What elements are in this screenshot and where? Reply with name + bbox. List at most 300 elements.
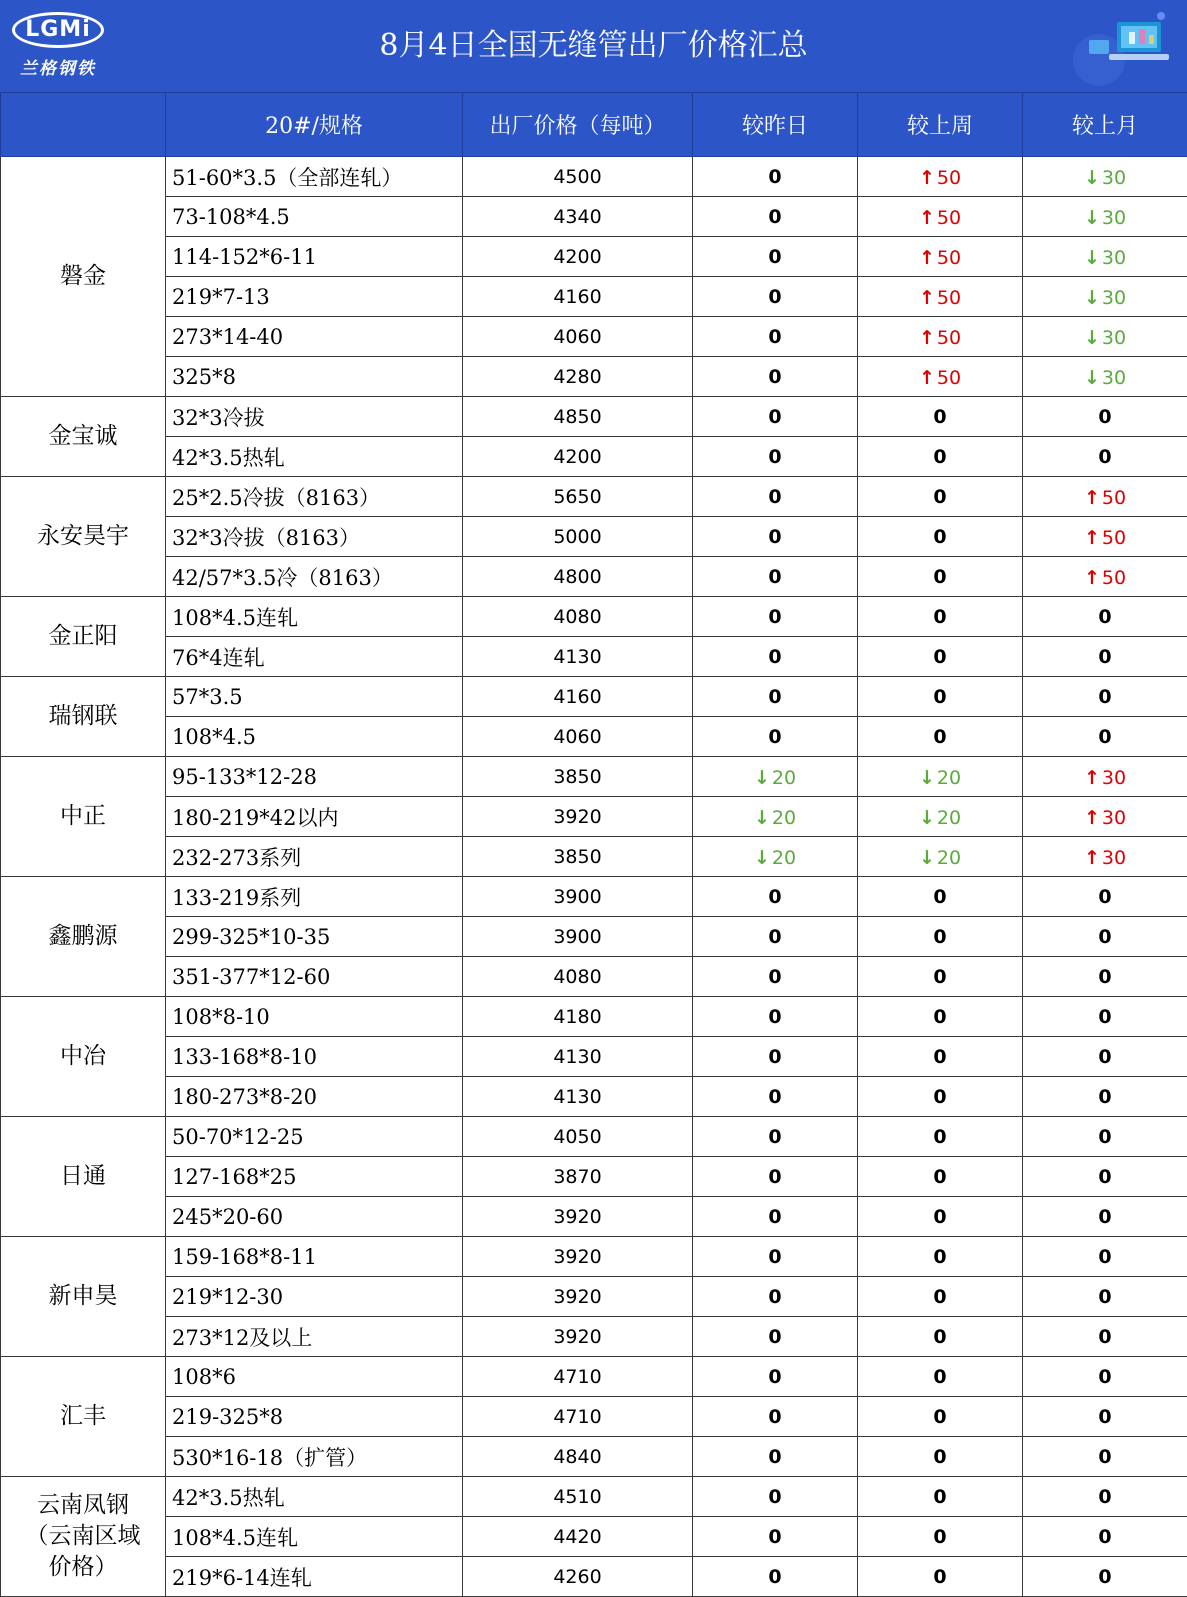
vs-yesterday-cell: 0	[693, 477, 858, 517]
vs-yesterday-cell: 0	[693, 197, 858, 237]
header-vs-last-week: 较上周	[858, 93, 1023, 157]
change-value: 30	[1102, 767, 1126, 789]
header-banner	[0, 0, 1187, 92]
vs-last-week-cell	[858, 277, 1023, 317]
header-price: 出厂价格（每吨）	[463, 93, 693, 157]
vs-yesterday-cell: 0	[693, 957, 858, 997]
vs-last-month-cell: 0	[1023, 877, 1187, 917]
vs-last-week-cell	[858, 757, 1023, 797]
change-value: 50	[937, 247, 961, 269]
spec-cell: 299-325*10-35	[166, 917, 463, 957]
change-value: 20	[937, 807, 961, 829]
table-row	[1, 317, 1187, 357]
vs-last-week-cell: 0	[858, 1317, 1023, 1357]
change-indicator	[1084, 327, 1126, 349]
price-cell: 4130	[463, 1077, 693, 1117]
vs-last-month-cell: 0	[1023, 1437, 1187, 1477]
change-value: 20	[937, 767, 961, 789]
arrow-up-icon: ↑	[919, 327, 935, 349]
price-cell: 4080	[463, 957, 693, 997]
vs-yesterday-cell: 0	[693, 277, 858, 317]
arrow-down-icon: ↓	[1084, 367, 1100, 389]
vs-last-month-cell: 0	[1023, 1237, 1187, 1277]
brand-cell: 中冶	[1, 997, 166, 1117]
vs-last-month-cell: 0	[1023, 1357, 1187, 1397]
table-row	[1, 1237, 1187, 1277]
vs-last-month-cell: 0	[1023, 1517, 1187, 1557]
vs-last-week-cell: 0	[858, 957, 1023, 997]
table-row	[1, 1557, 1187, 1597]
table-row	[1, 517, 1187, 557]
spec-cell: 57*3.5	[166, 677, 463, 717]
change-value: 20	[772, 807, 796, 829]
vs-yesterday-cell: 0	[693, 1517, 858, 1557]
change-value: 50	[1102, 487, 1126, 509]
vs-last-month-cell: 0	[1023, 1077, 1187, 1117]
table-body	[1, 157, 1187, 1597]
spec-cell: 273*12及以上	[166, 1317, 463, 1357]
spec-cell: 32*3冷拔（8163）	[166, 517, 463, 557]
vs-yesterday-cell: 0	[693, 877, 858, 917]
vs-last-week-cell	[858, 317, 1023, 357]
table-row	[1, 837, 1187, 877]
price-table	[0, 92, 1187, 1597]
change-value: 50	[937, 287, 961, 309]
price-cell: 4200	[463, 237, 693, 277]
vs-last-week-cell: 0	[858, 997, 1023, 1037]
change-value: 20	[772, 847, 796, 869]
vs-last-month-cell	[1023, 757, 1187, 797]
spec-cell: 325*8	[166, 357, 463, 397]
arrow-up-icon: ↑	[919, 287, 935, 309]
price-cell: 4060	[463, 717, 693, 757]
arrow-down-icon: ↓	[754, 807, 770, 829]
vs-yesterday-cell: 0	[693, 237, 858, 277]
arrow-down-icon: ↓	[754, 767, 770, 789]
change-value: 50	[937, 167, 961, 189]
brand-cell: 日通	[1, 1117, 166, 1237]
change-value: 30	[1102, 367, 1126, 389]
table-header-row	[1, 93, 1187, 157]
vs-yesterday-cell: 0	[693, 1157, 858, 1197]
brand-cell: 鑫鹏源	[1, 877, 166, 997]
vs-last-month-cell: 0	[1023, 1157, 1187, 1197]
vs-yesterday-cell	[693, 797, 858, 837]
header-spec: 20#/规格	[166, 93, 463, 157]
vs-last-week-cell: 0	[858, 517, 1023, 557]
price-cell: 4180	[463, 997, 693, 1037]
change-value: 30	[1102, 167, 1126, 189]
change-indicator	[754, 847, 796, 869]
spec-cell: 73-108*4.5	[166, 197, 463, 237]
computer-illustration-icon	[1069, 4, 1179, 88]
table-row	[1, 477, 1187, 517]
vs-last-week-cell: 0	[858, 877, 1023, 917]
price-cell: 4800	[463, 557, 693, 597]
price-cell: 3920	[463, 1197, 693, 1237]
change-indicator	[919, 327, 961, 349]
price-cell: 3850	[463, 757, 693, 797]
spec-cell: 273*14-40	[166, 317, 463, 357]
vs-last-week-cell: 0	[858, 1557, 1023, 1597]
price-cell: 3920	[463, 1237, 693, 1277]
spec-cell: 219-325*8	[166, 1397, 463, 1437]
table-row	[1, 437, 1187, 477]
vs-last-month-cell	[1023, 517, 1187, 557]
table-row	[1, 1077, 1187, 1117]
spec-cell: 127-168*25	[166, 1157, 463, 1197]
change-indicator	[1084, 167, 1126, 189]
brand-cell: 云南凤钢 （云南区域 价格）	[1, 1477, 166, 1597]
spec-cell: 108*6	[166, 1357, 463, 1397]
spec-cell: 95-133*12-28	[166, 757, 463, 797]
table-row	[1, 237, 1187, 277]
vs-last-month-cell: 0	[1023, 1397, 1187, 1437]
spec-cell: 219*12-30	[166, 1277, 463, 1317]
change-indicator	[919, 167, 961, 189]
vs-yesterday-cell	[693, 757, 858, 797]
table-row	[1, 637, 1187, 677]
arrow-up-icon: ↑	[1084, 527, 1100, 549]
vs-last-month-cell: 0	[1023, 397, 1187, 437]
spec-cell: 133-219系列	[166, 877, 463, 917]
change-indicator	[1084, 527, 1126, 549]
table-row	[1, 357, 1187, 397]
table-row	[1, 397, 1187, 437]
table-row	[1, 1197, 1187, 1237]
vs-yesterday-cell: 0	[693, 397, 858, 437]
arrow-down-icon: ↓	[919, 847, 935, 869]
vs-last-week-cell: 0	[858, 637, 1023, 677]
vs-yesterday-cell: 0	[693, 437, 858, 477]
arrow-up-icon: ↑	[919, 167, 935, 189]
vs-yesterday-cell	[693, 837, 858, 877]
vs-yesterday-cell: 0	[693, 637, 858, 677]
price-cell: 3920	[463, 797, 693, 837]
vs-yesterday-cell: 0	[693, 997, 858, 1037]
table-row	[1, 1517, 1187, 1557]
change-value: 30	[1102, 847, 1126, 869]
arrow-down-icon: ↓	[1084, 287, 1100, 309]
vs-last-month-cell	[1023, 477, 1187, 517]
arrow-up-icon: ↑	[1084, 567, 1100, 589]
price-cell: 5000	[463, 517, 693, 557]
brand-cell: 中正	[1, 757, 166, 877]
price-cell: 4510	[463, 1477, 693, 1517]
vs-last-week-cell	[858, 837, 1023, 877]
vs-last-month-cell: 0	[1023, 597, 1187, 637]
spec-cell: 180-273*8-20	[166, 1077, 463, 1117]
price-cell: 4710	[463, 1397, 693, 1437]
change-value: 30	[1102, 327, 1126, 349]
vs-last-week-cell: 0	[858, 397, 1023, 437]
vs-last-month-cell: 0	[1023, 637, 1187, 677]
vs-last-month-cell	[1023, 237, 1187, 277]
vs-last-month-cell: 0	[1023, 997, 1187, 1037]
table-row	[1, 717, 1187, 757]
brand-cell: 新申昊	[1, 1237, 166, 1357]
vs-yesterday-cell: 0	[693, 317, 858, 357]
change-value: 30	[1102, 807, 1126, 829]
vs-yesterday-cell: 0	[693, 1357, 858, 1397]
vs-yesterday-cell: 0	[693, 1237, 858, 1277]
vs-last-month-cell: 0	[1023, 1117, 1187, 1157]
vs-last-week-cell: 0	[858, 1277, 1023, 1317]
table-row	[1, 957, 1187, 997]
change-value: 50	[937, 207, 961, 229]
change-value: 20	[937, 847, 961, 869]
change-indicator	[754, 807, 796, 829]
vs-yesterday-cell: 0	[693, 357, 858, 397]
vs-yesterday-cell: 0	[693, 1277, 858, 1317]
arrow-down-icon: ↓	[1084, 327, 1100, 349]
price-cell: 4200	[463, 437, 693, 477]
price-cell: 4420	[463, 1517, 693, 1557]
price-cell: 3920	[463, 1317, 693, 1357]
change-indicator	[1084, 567, 1126, 589]
vs-last-month-cell	[1023, 357, 1187, 397]
spec-cell: 50-70*12-25	[166, 1117, 463, 1157]
spec-cell: 159-168*8-11	[166, 1237, 463, 1277]
brand-cell: 磐金	[1, 157, 166, 397]
table-row	[1, 877, 1187, 917]
table-row	[1, 157, 1187, 197]
price-cell: 3870	[463, 1157, 693, 1197]
price-cell: 4130	[463, 1037, 693, 1077]
vs-last-week-cell: 0	[858, 557, 1023, 597]
price-cell: 4050	[463, 1117, 693, 1157]
brand-cell: 永安昊宇	[1, 477, 166, 597]
brand-cell: 金宝诚	[1, 397, 166, 477]
price-cell: 4260	[463, 1557, 693, 1597]
change-indicator	[1084, 367, 1126, 389]
brand-cell: 金正阳	[1, 597, 166, 677]
arrow-up-icon: ↑	[1084, 847, 1100, 869]
change-value: 20	[772, 767, 796, 789]
header-brand	[1, 93, 166, 157]
vs-yesterday-cell: 0	[693, 157, 858, 197]
header-vs-last-month: 较上月	[1023, 93, 1187, 157]
vs-yesterday-cell: 0	[693, 677, 858, 717]
table-row	[1, 917, 1187, 957]
change-value: 50	[1102, 527, 1126, 549]
price-cell: 4840	[463, 1437, 693, 1477]
vs-last-month-cell: 0	[1023, 917, 1187, 957]
spec-cell: 108*8-10	[166, 997, 463, 1037]
vs-last-week-cell: 0	[858, 1437, 1023, 1477]
vs-last-week-cell: 0	[858, 1357, 1023, 1397]
vs-last-week-cell: 0	[858, 917, 1023, 957]
vs-last-week-cell: 0	[858, 1157, 1023, 1197]
spec-cell: 219*6-14连轧	[166, 1557, 463, 1597]
vs-last-month-cell: 0	[1023, 677, 1187, 717]
vs-last-week-cell: 0	[858, 1197, 1023, 1237]
vs-yesterday-cell: 0	[693, 1477, 858, 1517]
vs-last-week-cell: 0	[858, 1037, 1023, 1077]
vs-last-week-cell: 0	[858, 597, 1023, 637]
vs-last-week-cell: 0	[858, 1517, 1023, 1557]
header-vs-yesterday: 较昨日	[693, 93, 858, 157]
spec-cell: 76*4连轧	[166, 637, 463, 677]
spec-cell: 108*4.5连轧	[166, 1517, 463, 1557]
price-cell: 3900	[463, 917, 693, 957]
arrow-up-icon: ↑	[1084, 767, 1100, 789]
arrow-up-icon: ↑	[919, 207, 935, 229]
vs-last-month-cell	[1023, 197, 1187, 237]
price-cell: 4080	[463, 597, 693, 637]
arrow-up-icon: ↑	[919, 247, 935, 269]
vs-yesterday-cell: 0	[693, 1557, 858, 1597]
vs-last-week-cell: 0	[858, 717, 1023, 757]
price-cell: 4160	[463, 277, 693, 317]
price-cell: 4710	[463, 1357, 693, 1397]
price-cell: 3900	[463, 877, 693, 917]
vs-yesterday-cell: 0	[693, 1197, 858, 1237]
table-row	[1, 1437, 1187, 1477]
vs-last-week-cell: 0	[858, 1237, 1023, 1277]
table-row	[1, 677, 1187, 717]
vs-last-month-cell: 0	[1023, 1477, 1187, 1517]
vs-last-week-cell: 0	[858, 1397, 1023, 1437]
table-row	[1, 1357, 1187, 1397]
vs-last-month-cell: 0	[1023, 437, 1187, 477]
price-cell: 5650	[463, 477, 693, 517]
change-value: 50	[937, 327, 961, 349]
table-row	[1, 1157, 1187, 1197]
vs-yesterday-cell: 0	[693, 1397, 858, 1437]
change-indicator	[919, 247, 961, 269]
table-row	[1, 997, 1187, 1037]
change-value: 50	[937, 367, 961, 389]
vs-last-week-cell: 0	[858, 1477, 1023, 1517]
change-indicator	[1084, 207, 1126, 229]
vs-yesterday-cell: 0	[693, 1437, 858, 1477]
vs-last-month-cell: 0	[1023, 717, 1187, 757]
vs-last-month-cell	[1023, 557, 1187, 597]
table-row	[1, 277, 1187, 317]
spec-cell: 530*16-18（扩管）	[166, 1437, 463, 1477]
spec-cell: 351-377*12-60	[166, 957, 463, 997]
vs-yesterday-cell: 0	[693, 917, 858, 957]
vs-last-month-cell: 0	[1023, 1197, 1187, 1237]
arrow-down-icon: ↓	[1084, 247, 1100, 269]
table-row	[1, 1317, 1187, 1357]
arrow-down-icon: ↓	[1084, 207, 1100, 229]
table-row	[1, 797, 1187, 837]
vs-last-week-cell: 0	[858, 677, 1023, 717]
vs-last-week-cell	[858, 237, 1023, 277]
table-row	[1, 1117, 1187, 1157]
vs-yesterday-cell: 0	[693, 1317, 858, 1357]
vs-last-month-cell	[1023, 837, 1187, 877]
vs-last-month-cell: 0	[1023, 957, 1187, 997]
arrow-up-icon: ↑	[1084, 807, 1100, 829]
vs-yesterday-cell: 0	[693, 557, 858, 597]
spec-cell: 180-219*42以内	[166, 797, 463, 837]
arrow-up-icon: ↑	[1084, 487, 1100, 509]
table-row	[1, 557, 1187, 597]
vs-last-month-cell: 0	[1023, 1037, 1187, 1077]
price-cell: 4130	[463, 637, 693, 677]
price-cell: 4500	[463, 157, 693, 197]
table-row	[1, 597, 1187, 637]
price-cell: 3920	[463, 1277, 693, 1317]
vs-yesterday-cell: 0	[693, 1037, 858, 1077]
spec-cell: 42/57*3.5冷（8163）	[166, 557, 463, 597]
vs-last-month-cell: 0	[1023, 1557, 1187, 1597]
price-cell: 4850	[463, 397, 693, 437]
spec-cell: 42*3.5热轧	[166, 1477, 463, 1517]
vs-last-month-cell	[1023, 157, 1187, 197]
logo-subtitle: 兰格钢铁	[8, 54, 108, 79]
vs-last-month-cell: 0	[1023, 1277, 1187, 1317]
price-cell: 4280	[463, 357, 693, 397]
change-value: 30	[1102, 287, 1126, 309]
arrow-down-icon: ↓	[919, 807, 935, 829]
change-value: 30	[1102, 247, 1126, 269]
change-indicator	[919, 287, 961, 309]
vs-yesterday-cell: 0	[693, 1077, 858, 1117]
change-indicator	[1084, 847, 1126, 869]
change-indicator	[919, 767, 961, 789]
arrow-down-icon: ↓	[1084, 167, 1100, 189]
vs-last-week-cell: 0	[858, 477, 1023, 517]
change-value: 30	[1102, 207, 1126, 229]
spec-cell: 51-60*3.5（全部连轧）	[166, 157, 463, 197]
change-indicator	[919, 807, 961, 829]
spec-cell: 133-168*8-10	[166, 1037, 463, 1077]
spec-cell: 25*2.5冷拔（8163）	[166, 477, 463, 517]
table-row	[1, 1037, 1187, 1077]
brand-cell: 汇丰	[1, 1357, 166, 1477]
spec-cell: 42*3.5热轧	[166, 437, 463, 477]
spec-cell: 219*7-13	[166, 277, 463, 317]
change-indicator	[919, 367, 961, 389]
change-indicator	[1084, 807, 1126, 829]
price-cell: 4160	[463, 677, 693, 717]
price-cell: 4340	[463, 197, 693, 237]
spec-cell: 32*3冷拔	[166, 397, 463, 437]
vs-last-week-cell	[858, 797, 1023, 837]
spec-cell: 108*4.5连轧	[166, 597, 463, 637]
vs-last-week-cell	[858, 197, 1023, 237]
arrow-down-icon: ↓	[754, 847, 770, 869]
vs-yesterday-cell: 0	[693, 1117, 858, 1157]
change-indicator	[1084, 487, 1126, 509]
vs-last-week-cell	[858, 157, 1023, 197]
vs-last-month-cell: 0	[1023, 1317, 1187, 1357]
vs-last-week-cell: 0	[858, 437, 1023, 477]
table-row	[1, 197, 1187, 237]
change-indicator	[1084, 287, 1126, 309]
vs-last-week-cell: 0	[858, 1077, 1023, 1117]
vs-last-month-cell	[1023, 317, 1187, 357]
spec-cell: 245*20-60	[166, 1197, 463, 1237]
table-row	[1, 1477, 1187, 1517]
page-title: 8月4日全国无缝管出厂价格汇总	[0, 0, 1187, 92]
change-indicator	[754, 767, 796, 789]
spec-cell: 232-273系列	[166, 837, 463, 877]
price-cell: 4060	[463, 317, 693, 357]
spec-cell: 114-152*6-11	[166, 237, 463, 277]
change-indicator	[1084, 767, 1126, 789]
change-indicator	[919, 847, 961, 869]
vs-yesterday-cell: 0	[693, 517, 858, 557]
vs-last-week-cell: 0	[858, 1117, 1023, 1157]
change-value: 50	[1102, 567, 1126, 589]
brand-cell: 瑞钢联	[1, 677, 166, 757]
vs-yesterday-cell: 0	[693, 717, 858, 757]
